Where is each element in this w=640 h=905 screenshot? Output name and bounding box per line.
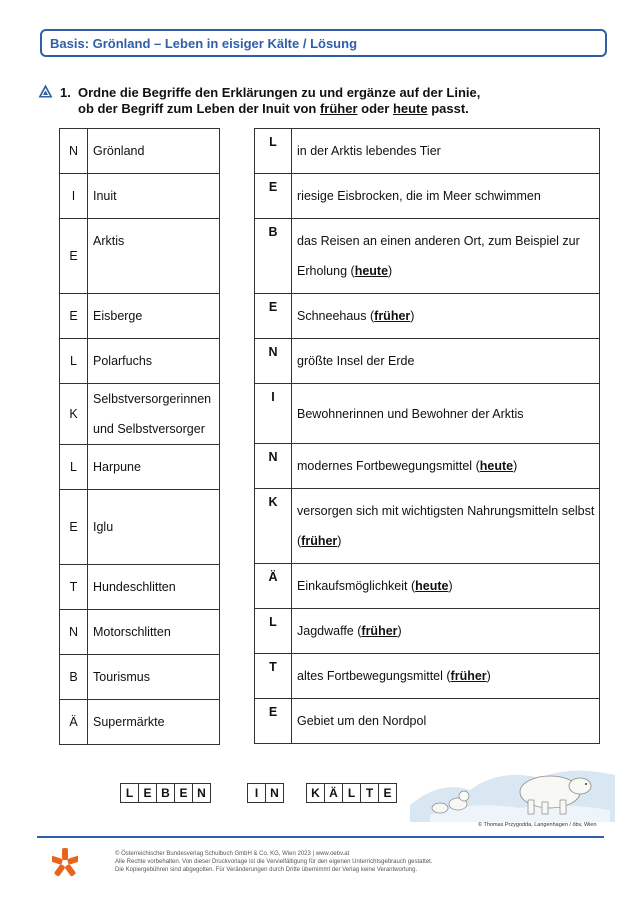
explanation-body: modernes Fortbewegungsmittel [297, 459, 473, 473]
term-text: Motorschlitten [88, 610, 220, 655]
explanation-text [292, 339, 600, 384]
term-text: Arktis [88, 219, 220, 294]
explanation-body: Schneehaus [297, 309, 367, 323]
explanation-text: Jagdwaffe (früher) [292, 609, 600, 654]
term-row [60, 490, 220, 565]
term-letter: Ä [60, 700, 88, 745]
term-text: Grönland [88, 129, 220, 174]
term-text: Supermärkte [88, 700, 220, 745]
term-row [60, 129, 220, 174]
explanation-text [292, 384, 600, 444]
worksheet-title: Basis: Grönland – Leben in eisiger Kälte / Lösung [40, 29, 607, 57]
solution-letter: E [138, 783, 157, 803]
explanation-row [255, 174, 600, 219]
term-text: Selbstversorgerinnen und Selbstversorger [88, 384, 220, 445]
solution-letter: T [360, 783, 379, 803]
explanation-text: versorgen sich mit wichtigsten Nahrungsmitteln selbst (früher) [292, 489, 600, 564]
term-row [60, 174, 220, 219]
explanation-body: Einkaufsmöglichkeit [297, 579, 408, 593]
explanation-text: modernes Fortbewegungsmittel (heute) [292, 444, 600, 489]
explanation-letter: I [255, 384, 292, 444]
explanation-row [255, 384, 600, 444]
explanation-body: Jagdwaffe [297, 624, 354, 638]
polar-bear-illustration [410, 760, 615, 830]
solution-letter: N [265, 783, 284, 803]
footer-divider [37, 836, 604, 838]
explanation-body: Bewohnerinnen und Bewohner der Arktis [297, 406, 524, 421]
explanation-letter: K [255, 489, 292, 564]
explanation-body: größte Insel der Erde [297, 354, 415, 368]
explanation-body: Gebiet um den Nordpol [297, 714, 427, 728]
time-tag: heute [354, 264, 389, 278]
explanation-letter: E [255, 699, 292, 744]
time-tag: heute [479, 459, 514, 473]
explanation-body: altes Fortbewegungsmittel [297, 669, 443, 683]
explanation-letter: L [255, 129, 292, 174]
term-letter: E [60, 219, 88, 294]
solution-letter: B [156, 783, 175, 803]
explanation-letter: Ä [255, 564, 292, 609]
solution-letter: L [120, 783, 139, 803]
footer-rights: Alle Rechte vorbehalten. Von dieser Druckvorlage ist die Vervielfältigung für den eigenen Unterrichtsgebrauch gestattet. [115, 859, 433, 865]
footer-text [115, 850, 433, 874]
term-text: Polarfuchs [88, 339, 220, 384]
term-text: Eisberge [88, 294, 220, 339]
term-letter: K [60, 384, 88, 445]
solution-word-1 [121, 783, 211, 803]
solution-letter: K [306, 783, 325, 803]
explanations-table [254, 128, 600, 744]
term-text: Inuit [88, 174, 220, 219]
explanation-row [255, 339, 600, 384]
explanation-text [292, 699, 600, 744]
explanation-body: das Reisen an einen anderen Ort, zum Beispiel zur Erholung [297, 234, 580, 278]
time-tag: früher [374, 309, 411, 323]
explanation-body: riesige Eisbrocken, die im Meer schwimmen [297, 189, 541, 203]
solution-word-3 [307, 783, 397, 803]
term-text: Hundeschlitten [88, 565, 220, 610]
explanation-row [255, 699, 600, 744]
explanation-text: Schneehaus (früher) [292, 294, 600, 339]
explanation-letter: E [255, 174, 292, 219]
term-letter: E [60, 294, 88, 339]
term-row [60, 339, 220, 384]
solution-word-2 [248, 783, 284, 803]
explanation-row [255, 129, 600, 174]
task-number: 1. [60, 85, 71, 100]
solution-letter: E [174, 783, 193, 803]
time-tag: früher [361, 624, 398, 638]
solution-letter: N [192, 783, 211, 803]
explanation-row [255, 444, 600, 489]
explanation-body: versorgen sich mit wichtigsten Nahrungsmitteln selbst [297, 504, 595, 518]
term-text: Iglu [88, 490, 220, 565]
term-letter: I [60, 174, 88, 219]
difficulty-triangle-icon [38, 84, 53, 98]
term-letter: L [60, 339, 88, 384]
explanation-body: in der Arktis lebendes Tier [297, 144, 441, 158]
term-letter: L [60, 445, 88, 490]
time-tag: heute [415, 579, 449, 593]
term-row [60, 219, 220, 294]
explanation-letter: N [255, 444, 292, 489]
term-letter: N [60, 129, 88, 174]
terms-table [59, 128, 220, 745]
term-row [60, 384, 220, 445]
image-credit: © Thomas Przygodda, Langenhagen / öbv, Wien [478, 822, 597, 828]
explanation-row [255, 564, 600, 609]
solution-letter: I [247, 783, 266, 803]
word-now: heute [392, 101, 428, 116]
term-row [60, 700, 220, 745]
time-tag: früher [450, 669, 487, 683]
term-row [60, 565, 220, 610]
term-letter: E [60, 490, 88, 565]
task-line-2: ob der Begriff zum Leben der Inuit von früher oder heute passt. [78, 101, 469, 116]
term-letter: B [60, 655, 88, 700]
explanation-row [255, 219, 600, 294]
explanation-letter: L [255, 609, 292, 654]
term-row [60, 445, 220, 490]
word-past: früher [319, 101, 358, 116]
explanation-text: das Reisen an einen anderen Ort, zum Beispiel zur Erholung (heute) [292, 219, 600, 294]
explanation-letter: B [255, 219, 292, 294]
time-tag: früher [301, 534, 338, 548]
solution-letter: E [378, 783, 397, 803]
explanation-text [292, 174, 600, 219]
term-text: Harpune [88, 445, 220, 490]
term-row [60, 294, 220, 339]
footer-copyright: © Österreichischer Bundesverlag Schulbuch GmbH & Co. KG, Wien 2023 | www.oebv.at [115, 851, 350, 857]
explanation-letter: N [255, 339, 292, 384]
explanation-row [255, 654, 600, 699]
term-letter: N [60, 610, 88, 655]
explanation-letter: E [255, 294, 292, 339]
solution-letter: L [342, 783, 361, 803]
term-row [60, 610, 220, 655]
explanation-row [255, 489, 600, 564]
explanation-text: altes Fortbewegungsmittel (früher) [292, 654, 600, 699]
task-line-1: Ordne die Begriffe den Erklärungen zu und ergänze auf der Linie, [78, 85, 481, 100]
explanation-row [255, 294, 600, 339]
explanation-text: Einkaufsmöglichkeit (heute) [292, 564, 600, 609]
publisher-logo-icon [52, 848, 78, 878]
explanation-letter: T [255, 654, 292, 699]
term-text: Tourismus [88, 655, 220, 700]
solution-letter: Ä [324, 783, 343, 803]
footer-fees: Die Kopiergebühren sind abgegolten. Für Veränderungen durch Dritte übernimmt der Verlag keine Verantwortung. [115, 867, 418, 873]
explanation-text [292, 129, 600, 174]
term-letter: T [60, 565, 88, 610]
explanation-row [255, 609, 600, 654]
term-row [60, 655, 220, 700]
